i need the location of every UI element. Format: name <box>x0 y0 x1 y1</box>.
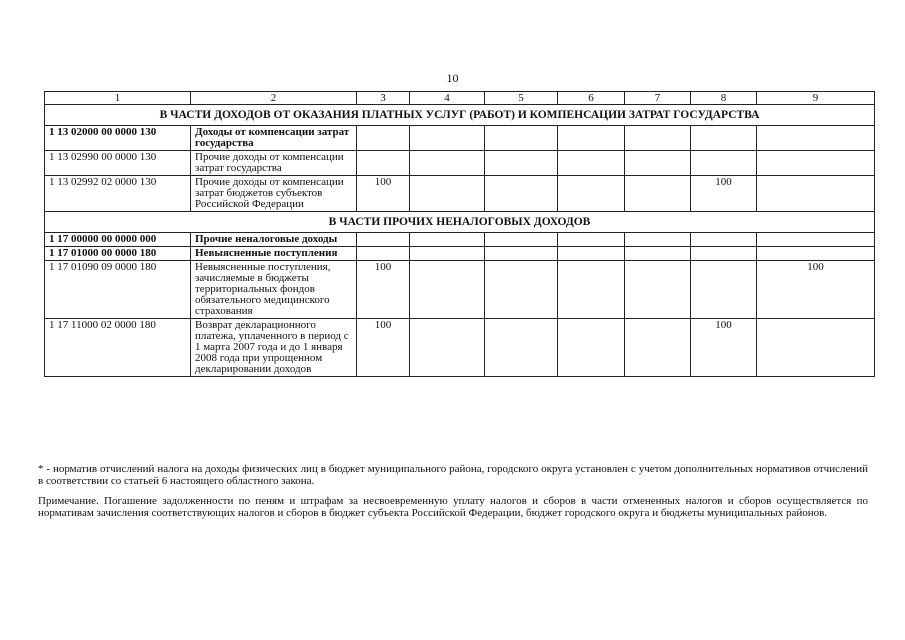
norm-value <box>410 247 485 261</box>
norm-value <box>558 176 625 212</box>
norm-value <box>625 233 691 247</box>
table-row <box>45 151 875 176</box>
column-number: 5 <box>485 92 558 105</box>
norm-value <box>625 126 691 151</box>
column-number: 1 <box>45 92 191 105</box>
norm-value <box>691 233 757 247</box>
norm-value <box>757 126 875 151</box>
norm-value <box>558 247 625 261</box>
norm-value <box>757 176 875 212</box>
column-number: 3 <box>357 92 410 105</box>
table-row <box>45 126 875 151</box>
budget-code: 1 17 01090 09 0000 180 <box>45 261 191 319</box>
column-number: 7 <box>625 92 691 105</box>
norm-value <box>625 247 691 261</box>
norm-value <box>757 247 875 261</box>
norm-value <box>485 151 558 176</box>
norm-value: 100 <box>357 319 410 377</box>
table-row <box>45 233 875 247</box>
budget-code: 1 13 02992 02 0000 130 <box>45 176 191 212</box>
norm-value <box>558 151 625 176</box>
footnote: * - норматив отчислений налога на доходы физических лиц в бюджет муниципального района, городского округа установлен с учетом дополнительных нормативов отчислений в соответствии со статьей 6 настоящего областного закона. <box>38 463 868 487</box>
norm-value <box>691 151 757 176</box>
revenue-name: Прочие доходы от компенсации затрат государства <box>191 151 357 176</box>
revenue-name: Невыясненные поступления <box>191 247 357 261</box>
norm-value <box>757 151 875 176</box>
column-number: 8 <box>691 92 757 105</box>
table-row <box>45 261 875 319</box>
table-row <box>45 319 875 377</box>
norm-value <box>485 261 558 319</box>
norm-value <box>410 151 485 176</box>
norm-value <box>410 261 485 319</box>
norm-value <box>357 233 410 247</box>
norm-value <box>757 319 875 377</box>
norm-value <box>410 233 485 247</box>
column-number-row <box>45 92 875 105</box>
column-number: 6 <box>558 92 625 105</box>
norm-value: 100 <box>357 176 410 212</box>
norm-value <box>558 319 625 377</box>
norm-value <box>485 247 558 261</box>
norm-value <box>625 261 691 319</box>
norm-value <box>410 126 485 151</box>
note: Примечание. Погашение задолженности по пеням и штрафам за несвоевременную уплату налогов и сборов в части отмененных налогов и сборов осуществляется по нормативам зачисления соответствующих налогов и сборов в бюджет субъекта Российской Федерации, бюджет городского округа и бюджеты муниципальных районов. <box>38 495 868 519</box>
budget-code: 1 13 02000 00 0000 130 <box>45 126 191 151</box>
section-title: В ЧАСТИ ПРОЧИХ НЕНАЛОГОВЫХ ДОХОДОВ <box>45 212 875 233</box>
norm-value <box>357 126 410 151</box>
budget-code: 1 17 11000 02 0000 180 <box>45 319 191 377</box>
budget-code: 1 17 01000 00 0000 180 <box>45 247 191 261</box>
column-number: 4 <box>410 92 485 105</box>
page-number: 10 <box>446 71 459 85</box>
norm-value <box>485 319 558 377</box>
norm-value <box>410 176 485 212</box>
budget-code: 1 13 02990 00 0000 130 <box>45 151 191 176</box>
section-title: В ЧАСТИ ДОХОДОВ ОТ ОКАЗАНИЯ ПЛАТНЫХ УСЛУГ (РАБОТ) И КОМПЕНСАЦИИ ЗАТРАТ ГОСУДАРСТВА <box>45 105 875 126</box>
norm-value: 100 <box>691 319 757 377</box>
norm-value <box>485 233 558 247</box>
norm-value <box>625 319 691 377</box>
norm-value <box>558 233 625 247</box>
revenue-name: Прочие доходы от компенсации затрат бюджетов субъектов Российской Федерации <box>191 176 357 212</box>
norm-value: 100 <box>691 176 757 212</box>
norm-value <box>625 151 691 176</box>
norm-value <box>691 261 757 319</box>
norm-value <box>757 233 875 247</box>
budget-code: 1 17 00000 00 0000 000 <box>45 233 191 247</box>
revenue-name: Возврат декларационного платежа, уплаченного в период с 1 марта 2007 года и до 1 января 2008 года при упрощенном декларировании доходов <box>191 319 357 377</box>
norm-value <box>625 176 691 212</box>
table-row <box>45 247 875 261</box>
revenue-name: Прочие неналоговые доходы <box>191 233 357 247</box>
norm-value <box>485 126 558 151</box>
table-row <box>45 176 875 212</box>
norm-value <box>485 176 558 212</box>
norm-value <box>691 247 757 261</box>
section-header-row <box>45 212 875 233</box>
norm-value <box>357 151 410 176</box>
norm-value <box>558 126 625 151</box>
norm-value: 100 <box>757 261 875 319</box>
revenue-name: Доходы от компенсации затрат государства <box>191 126 357 151</box>
column-number: 9 <box>757 92 875 105</box>
norm-value <box>558 261 625 319</box>
norm-value: 100 <box>357 261 410 319</box>
column-number: 2 <box>191 92 357 105</box>
norm-value <box>357 247 410 261</box>
section-header-row <box>45 105 875 126</box>
norm-value <box>691 126 757 151</box>
norm-value <box>410 319 485 377</box>
revenue-name: Невыясненные поступления, зачисляемые в бюджеты территориальных фондов обязательного медицинского страхования <box>191 261 357 319</box>
revenue-distribution-table <box>44 91 875 377</box>
